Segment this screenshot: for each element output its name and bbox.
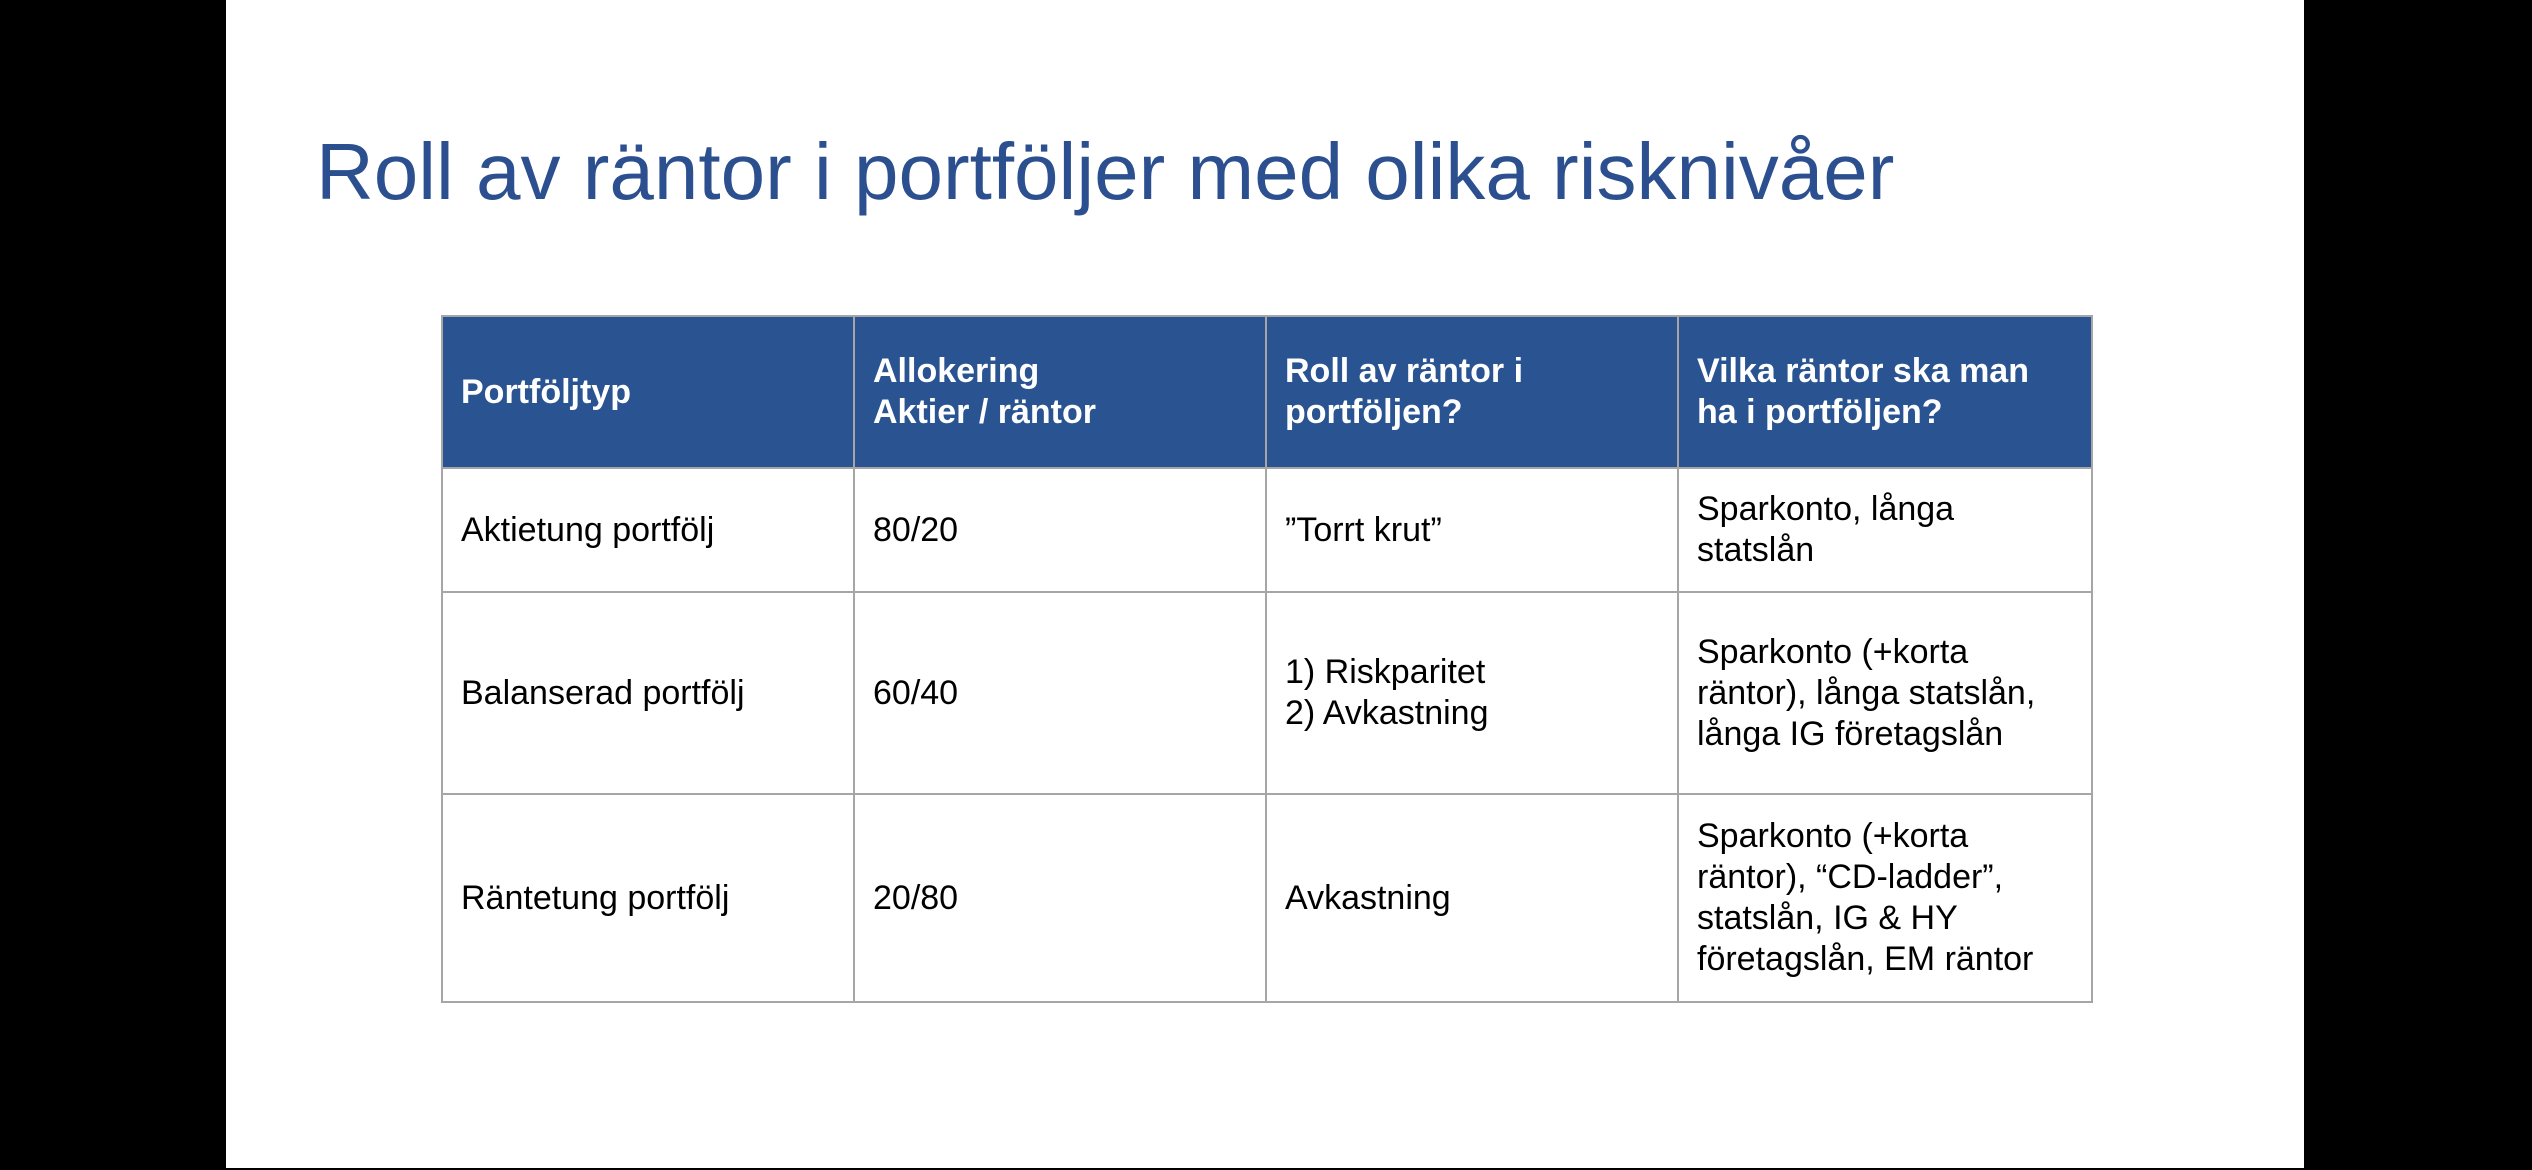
cell-portfolio-type: Balanserad portfölj <box>442 592 854 794</box>
cell-allocation: 80/20 <box>854 468 1266 592</box>
cell-allocation: 20/80 <box>854 794 1266 1002</box>
table-row <box>442 468 2092 592</box>
cell-instruments: Sparkonto (+korta räntor), långa statslån, långa IG företagslån <box>1678 592 2092 794</box>
cell-instruments: Sparkonto, långa statslån <box>1678 468 2092 592</box>
header-allocation: Allokering Aktier / räntor <box>854 316 1266 468</box>
cell-role: 1) Riskparitet 2) Avkastning <box>1266 592 1678 794</box>
cell-portfolio-type: Aktietung portfölj <box>442 468 854 592</box>
allocation-table <box>441 315 2093 1003</box>
cell-instruments: Sparkonto (+korta räntor), “CD-ladder”, statslån, IG & HY företagslån, EM räntor <box>1678 794 2092 1002</box>
cell-allocation: 60/40 <box>854 592 1266 794</box>
header-portfolio-type: Portföljtyp <box>442 316 854 468</box>
table-row <box>442 592 2092 794</box>
header-role: Roll av räntor i portföljen? <box>1266 316 1678 468</box>
table-header-row <box>442 316 2092 468</box>
slide <box>226 0 2304 1168</box>
slide-title: Roll av räntor i portföljer med olika risknivåer <box>316 127 1895 216</box>
cell-role: Avkastning <box>1266 794 1678 1002</box>
cell-portfolio-type: Räntetung portfölj <box>442 794 854 1002</box>
header-instruments: Vilka räntor ska man ha i portföljen? <box>1678 316 2092 468</box>
cell-role: ”Torrt krut” <box>1266 468 1678 592</box>
table-row <box>442 794 2092 1002</box>
